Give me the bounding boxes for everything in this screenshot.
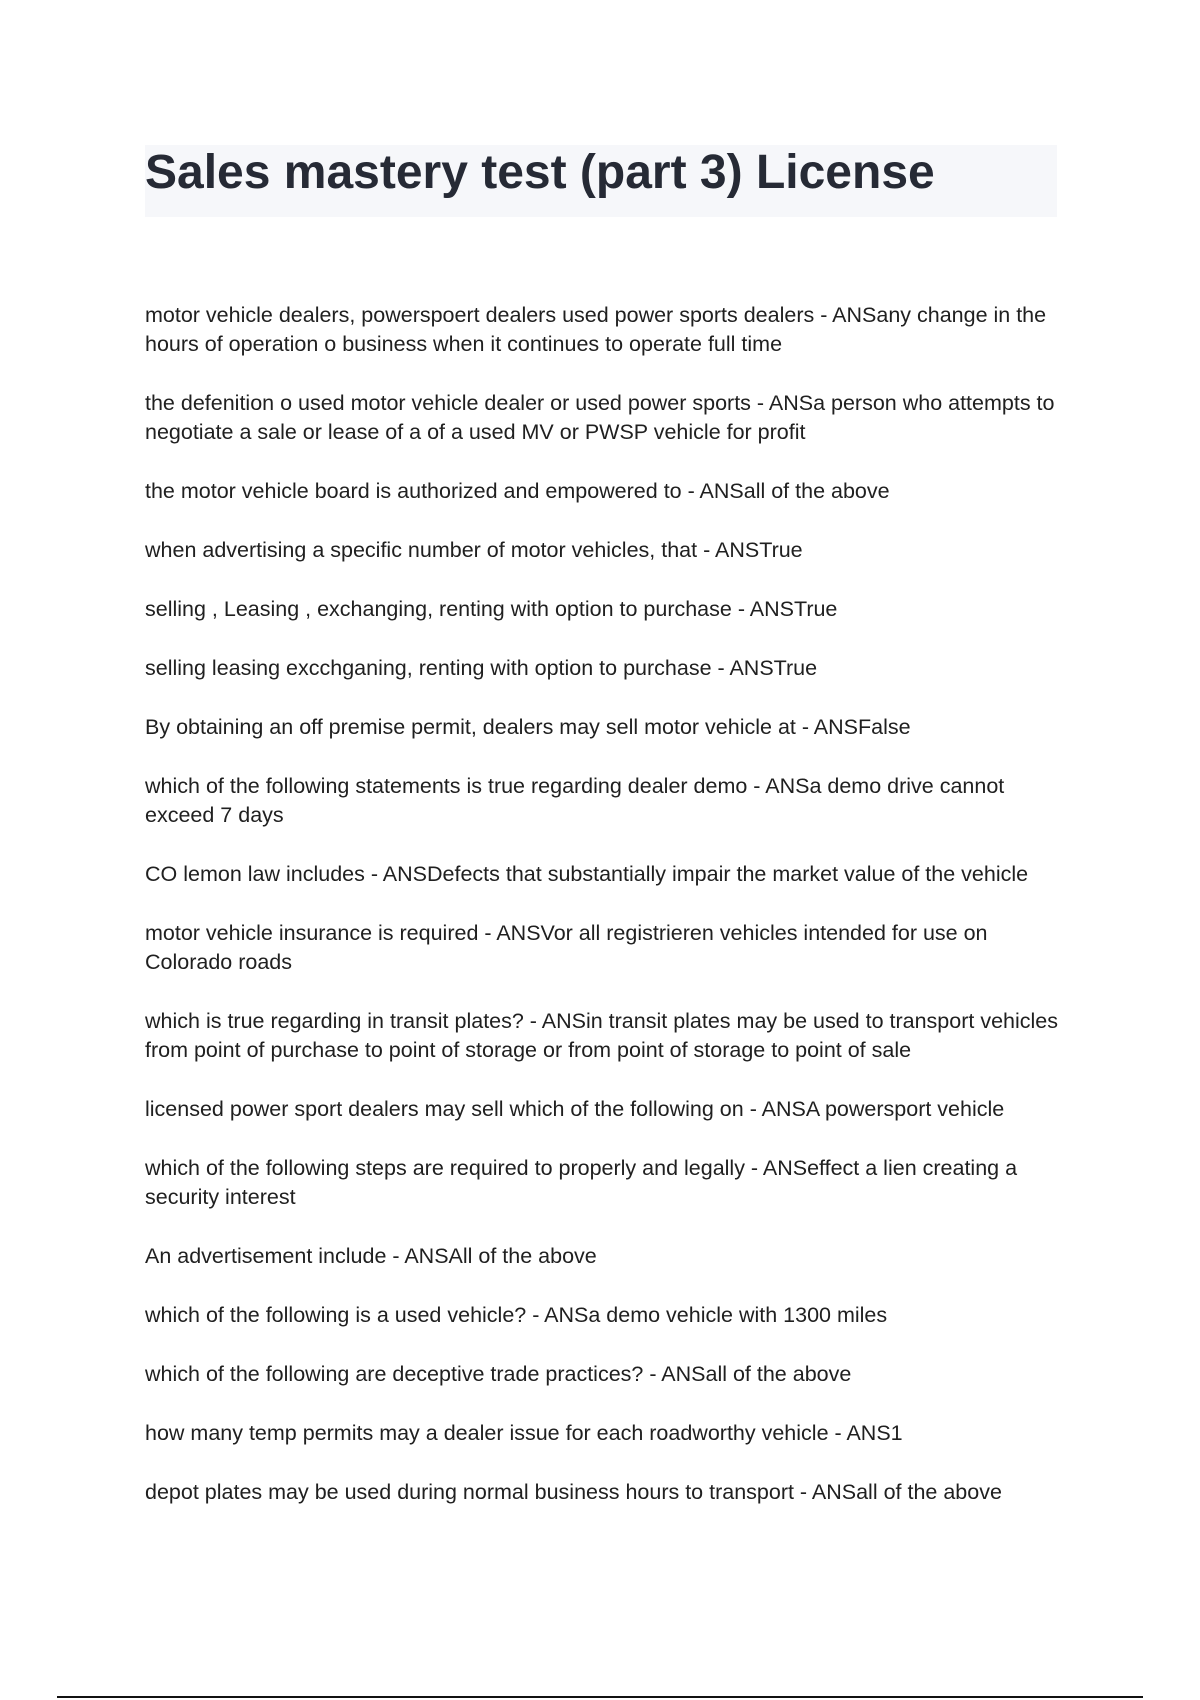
qa-item: depot plates may be used during normal business hours to transport - ANSall of the above bbox=[145, 1480, 1002, 1504]
qa-item: how many temp permits may a dealer issue for each roadworthy vehicle - ANS1 bbox=[145, 1421, 903, 1445]
qa-item: licensed power sport dealers may sell which of the following on - ANSA powersport vehicle bbox=[145, 1097, 1005, 1121]
qa-item: motor vehicle dealers, powerspoert dealers used power sports dealers - ANSany change in the hours of operation o business when it continues to operate full time bbox=[145, 303, 1047, 356]
qa-item: the defenition o used motor vehicle dealer or used power sports - ANSa person who attempts to negotiate a sale or lease of a of a used MV or PWSP vehicle for profit bbox=[145, 391, 1055, 444]
page-bottom-rule bbox=[57, 1696, 1143, 1698]
qa-item: selling , Leasing , exchanging, renting with option to purchase - ANSTrue bbox=[145, 597, 838, 621]
qa-item: motor vehicle insurance is required - ANSVor all registrieren vehicles intended for use on Colorado roads bbox=[145, 921, 988, 974]
qa-item: selling leasing excchganing, renting with option to purchase - ANSTrue bbox=[145, 656, 818, 680]
qa-item: when advertising a specific number of motor vehicles, that - ANSTrue bbox=[145, 538, 803, 562]
qa-item: which of the following is a used vehicle? - ANSa demo vehicle with 1300 miles bbox=[145, 1303, 888, 1327]
question-answer-list bbox=[145, 301, 1065, 1537]
qa-item: CO lemon law includes - ANSDefects that substantially impair the market value of the vehicle bbox=[145, 862, 1029, 886]
qa-item: which of the following statements is true regarding dealer demo - ANSa demo drive cannot exceed 7 days bbox=[145, 774, 1005, 827]
qa-item: An advertisement include - ANSAll of the above bbox=[145, 1244, 597, 1268]
qa-item: which of the following steps are required to properly and legally - ANSeffect a lien creating a security interest bbox=[145, 1156, 1018, 1209]
qa-item: which of the following are deceptive trade practices? - ANSall of the above bbox=[145, 1362, 852, 1386]
qa-item: By obtaining an off premise permit, dealers may sell motor vehicle at - ANSFalse bbox=[145, 715, 911, 739]
qa-item: which is true regarding in transit plates? - ANSin transit plates may be used to transport vehicles from point of purchase to point of storage or from point of storage to point of sale bbox=[145, 1009, 1059, 1062]
qa-item: the motor vehicle board is authorized and empowered to - ANSall of the above bbox=[145, 479, 890, 503]
page-title: Sales mastery test (part 3) License bbox=[145, 146, 935, 199]
